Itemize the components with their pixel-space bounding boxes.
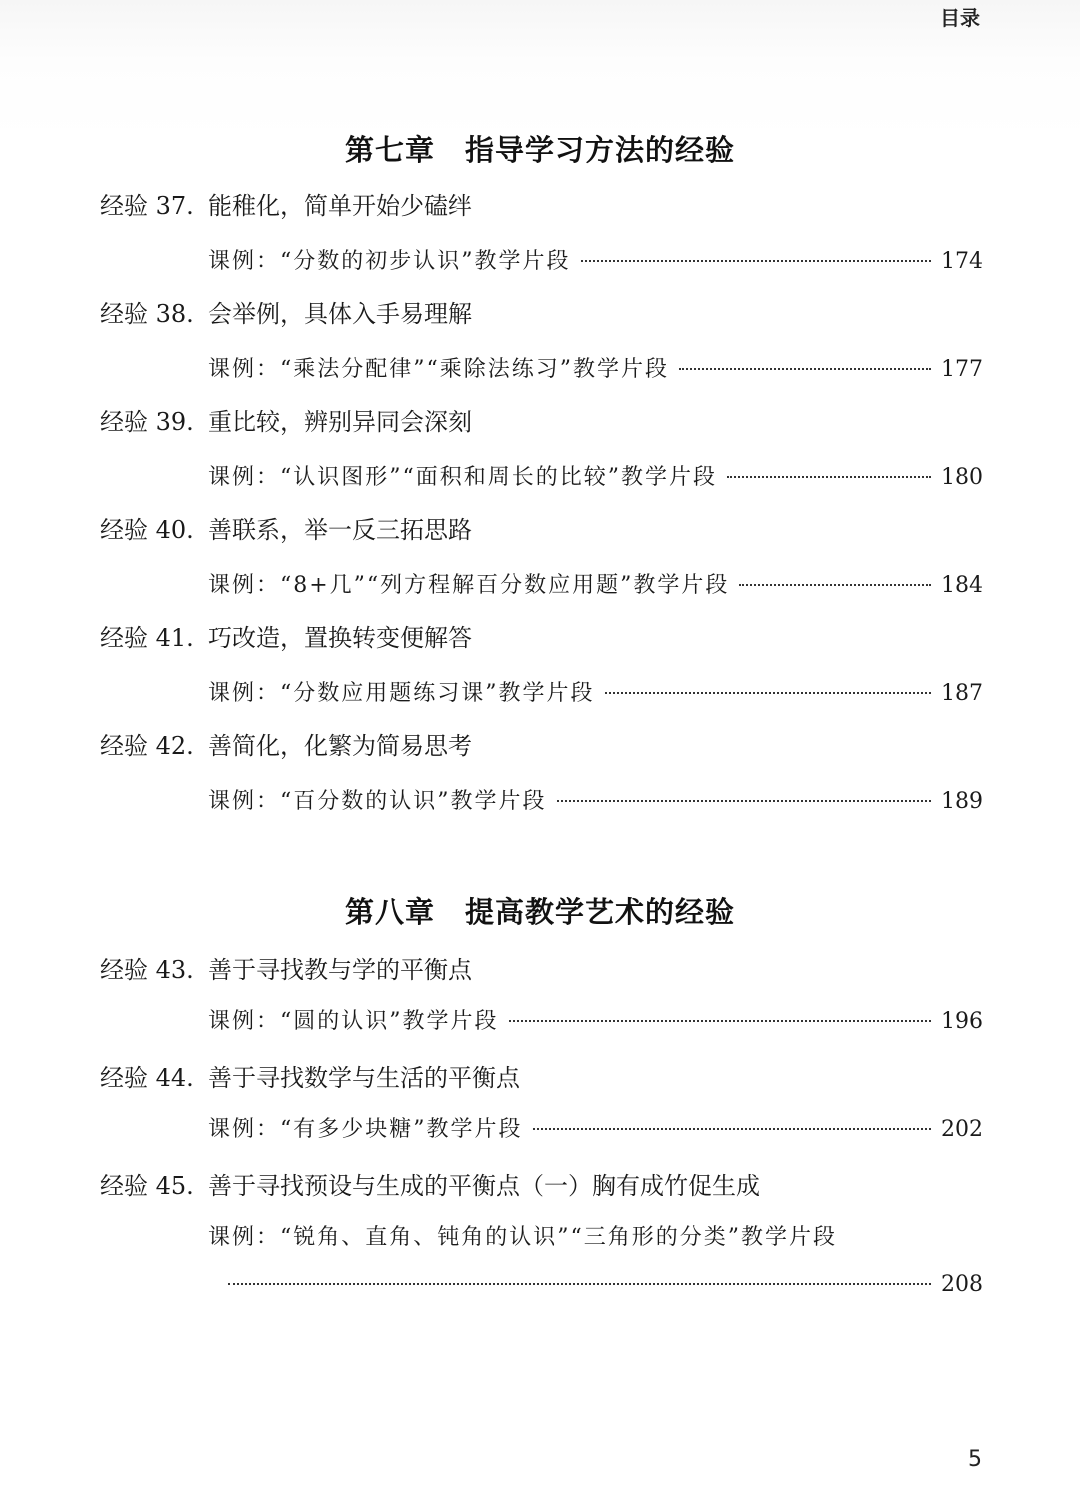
lesson-entry bbox=[208, 784, 983, 815]
experience-entry bbox=[100, 294, 472, 329]
lesson-entry bbox=[228, 1272, 983, 1297]
page-reference: 202 bbox=[941, 1117, 983, 1142]
experience-entry bbox=[100, 1058, 520, 1093]
lesson-entry bbox=[208, 352, 983, 383]
page-reference: 196 bbox=[941, 1009, 983, 1034]
experience-title: 会举例，具体入手易理解 bbox=[208, 300, 472, 328]
experience-entry bbox=[100, 618, 472, 653]
lesson-text: 课例：“8+几”“列方程解百分数应用题”教学片段 bbox=[208, 573, 730, 598]
lesson-text: 课例：“百分数的认识”教学片段 bbox=[208, 789, 547, 814]
experience-title: 巧改造，置换转变便解答 bbox=[208, 624, 472, 652]
lesson-text: 课例：“圆的认识”教学片段 bbox=[208, 1009, 499, 1034]
experience-entry bbox=[100, 510, 472, 545]
experience-number: 经验 37. bbox=[100, 192, 194, 220]
experience-entry bbox=[100, 186, 472, 221]
page-reference: 184 bbox=[941, 573, 983, 598]
lesson-entry bbox=[208, 1004, 983, 1035]
page-reference: 180 bbox=[941, 465, 983, 490]
running-header: 目录 bbox=[940, 6, 980, 30]
experience-number: 经验 43. bbox=[100, 956, 194, 984]
dot-leader bbox=[228, 1283, 931, 1285]
experience-title: 善于寻找教与学的平衡点 bbox=[208, 956, 472, 984]
experience-title: 善于寻找预设与生成的平衡点（一）胸有成竹促生成 bbox=[208, 1172, 760, 1200]
page-reference: 189 bbox=[941, 789, 983, 814]
page-reference: 174 bbox=[941, 249, 983, 274]
dot-leader bbox=[605, 692, 932, 694]
experience-number: 经验 40. bbox=[100, 516, 194, 544]
dot-leader bbox=[581, 260, 932, 262]
dot-leader bbox=[533, 1128, 932, 1130]
chapter-title: 第七章 指导学习方法的经验 bbox=[344, 133, 735, 167]
dot-leader bbox=[509, 1020, 932, 1022]
page-number: 5 bbox=[968, 1447, 982, 1472]
chapter-title: 第八章 提高教学艺术的经验 bbox=[344, 895, 735, 929]
experience-title: 善于寻找数学与生活的平衡点 bbox=[208, 1064, 520, 1092]
dot-leader bbox=[727, 476, 931, 478]
page-reference: 177 bbox=[941, 357, 983, 382]
experience-number: 经验 39. bbox=[100, 408, 194, 436]
lesson-text: 课例：“有多少块糖”教学片段 bbox=[208, 1117, 523, 1142]
experience-title: 善联系，举一反三拓思路 bbox=[208, 516, 472, 544]
experience-number: 经验 38. bbox=[100, 300, 194, 328]
experience-title: 重比较，辨别异同会深刻 bbox=[208, 408, 472, 436]
lesson-entry bbox=[208, 460, 983, 491]
lesson-text: 课例：“乘法分配律”“乘除法练习”教学片段 bbox=[208, 357, 669, 382]
lesson-entry bbox=[208, 244, 983, 275]
page-reference: 187 bbox=[941, 681, 983, 706]
experience-number: 经验 42. bbox=[100, 732, 194, 760]
lesson-entry bbox=[208, 676, 983, 707]
lesson-text: 课例：“锐角、直角、钝角的认识”“三角形的分类”教学片段 bbox=[208, 1225, 837, 1250]
experience-entry bbox=[100, 950, 472, 985]
lesson-entry bbox=[208, 1112, 983, 1143]
experience-title: 善简化，化繁为简易思考 bbox=[208, 732, 472, 760]
dot-leader bbox=[679, 368, 931, 370]
lesson-text: 课例：“认识图形”“面积和周长的比较”教学片段 bbox=[208, 465, 717, 490]
experience-number: 经验 41. bbox=[100, 624, 194, 652]
experience-number: 经验 44. bbox=[100, 1064, 194, 1092]
experience-number: 经验 45. bbox=[100, 1172, 194, 1200]
experience-entry bbox=[100, 1166, 760, 1201]
experience-entry bbox=[100, 726, 472, 761]
experience-entry bbox=[100, 402, 472, 437]
dot-leader bbox=[739, 584, 931, 586]
lesson-text: 课例：“分数的初步认识”教学片段 bbox=[208, 249, 571, 274]
lesson-text: 课例：“分数应用题练习课”教学片段 bbox=[208, 681, 595, 706]
dot-leader bbox=[557, 800, 932, 802]
page-reference: 208 bbox=[941, 1272, 983, 1297]
experience-title: 能稚化，简单开始少磕绊 bbox=[208, 192, 472, 220]
lesson-entry bbox=[208, 568, 983, 599]
